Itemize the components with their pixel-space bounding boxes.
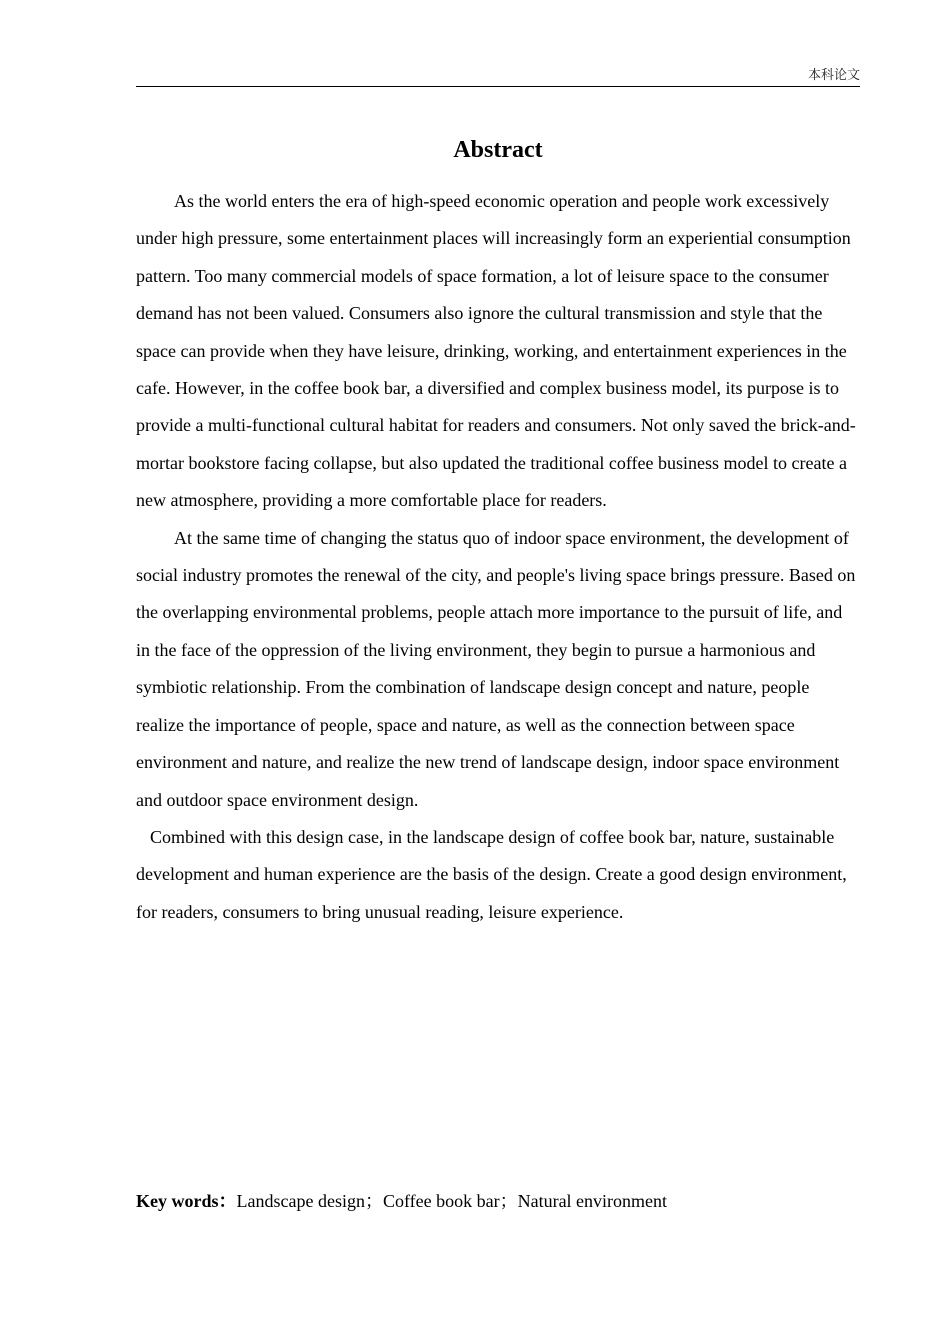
running-header-title: 本科论文 (807, 68, 860, 83)
abstract-paragraph-3: Combined with this design case, in the landscape design of coffee book bar, nature, sustainable development and human experience are the basis of the design. Create a good design environment, for readers, consumers to bring unusual reading, leisure experience. (136, 826, 847, 922)
keywords-text: Landscape design；Coffee book bar；Natural environment (236, 1191, 668, 1211)
abstract-title: Abstract (453, 137, 543, 163)
keywords-line (136, 1186, 860, 1216)
keywords-label: Key words： (136, 1191, 237, 1211)
abstract-paragraph-2: At the same time of changing the status quo of indoor space environment, the development of social industry promotes the renewal of the city, and people's living space brings pressure. Based on the overlapping environmental problems, people attach more importance to the pursuit of life, and in the face of the oppression of the living environment, they begin to pursue a harmonious and symbiotic relationship. From the combination of landscape design concept and nature, people realize the importance of people, space and nature, as well as the connection between space environment and nature, and realize the new trend of landscape design, indoor space environment and outdoor space environment design. (136, 527, 856, 810)
abstract-paragraph-1: As the world enters the era of high-speed economic operation and people work excessively under high pressure, some entertainment places will increasingly form an experiential consumption pattern. Too many commercial models of space formation, a lot of leisure space to the consumer demand has not been valued. Consumers also ignore the cultural transmission and style that the space can provide when they have leisure, drinking, working, and entertainment experiences in the cafe. However, in the coffee book bar, a diversified and complex business model, its purpose is to provide a multi-functional cultural habitat for readers and consumers. Not only saved the brick-and-mortar bookstore facing collapse, but also updated the traditional coffee business model to create a new atmosphere, providing a more comfortable place for readers. (136, 191, 856, 511)
running-header (136, 66, 860, 87)
abstract-body (136, 183, 860, 931)
